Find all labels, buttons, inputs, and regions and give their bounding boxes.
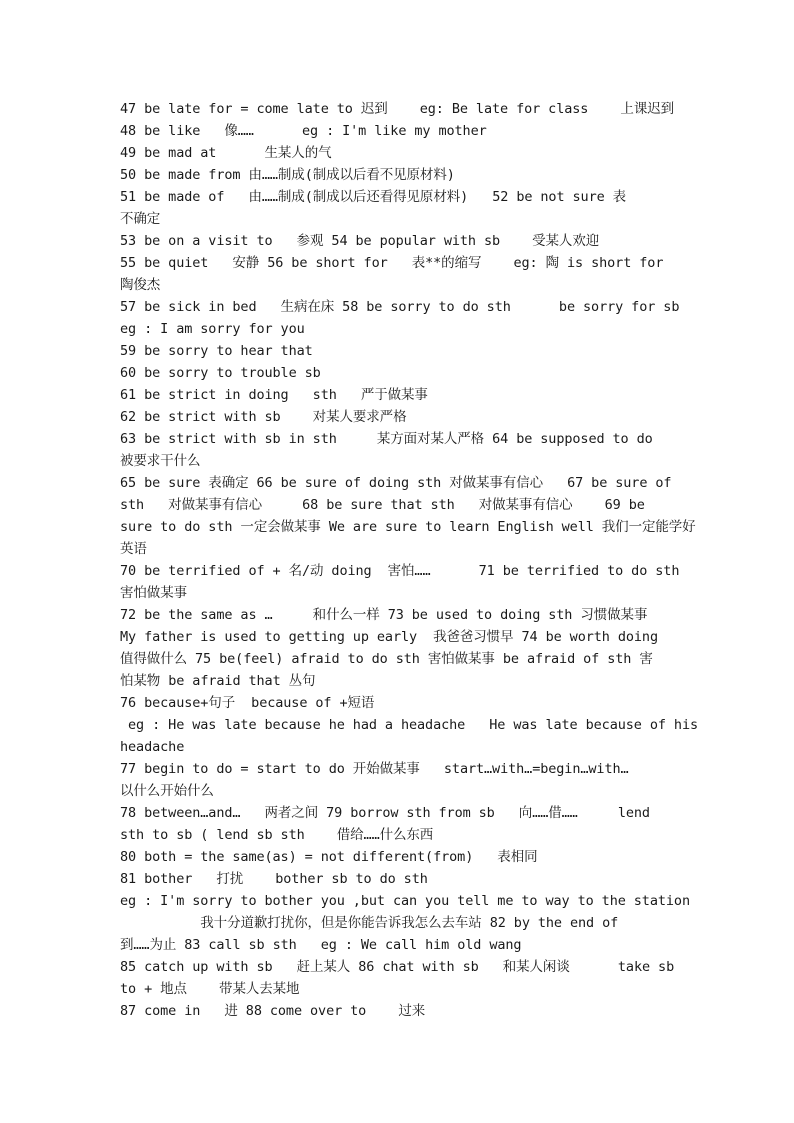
text-line: 47 be late for = come late to 迟到 eg: Be late for class 上课迟到 bbox=[120, 101, 675, 117]
text-line: 值得做什么 75 be(feel) afraid to do sth 害怕做某事 be afraid of sth 害 bbox=[120, 651, 653, 667]
text-line: 62 be strict with sb 对某人要求严格 bbox=[120, 409, 407, 425]
text-line: sure to do sth 一定会做某事 We are sure to learn English well 我们一定能学好 bbox=[120, 519, 696, 535]
text-line: 怕某物 be afraid that 丛句 bbox=[120, 673, 316, 689]
text-line: 到……为止 83 call sb sth eg : We call him old wang bbox=[120, 937, 522, 953]
text-line: eg : He was late because he had a headache He was late because of his bbox=[120, 717, 698, 733]
text-line: sth to sb ( lend sb sth 借给……什么东西 bbox=[120, 827, 434, 843]
text-line: 72 be the same as … 和什么一样 73 be used to doing sth 习惯做某事 bbox=[120, 607, 648, 623]
text-line: My father is used to getting up early 我爸爸习惯早 74 be worth doing bbox=[120, 629, 658, 645]
text-line: 英语 bbox=[120, 541, 147, 557]
text-line: 55 be quiet 安静 56 be short for 表**的缩写 eg: 陶 is short for bbox=[120, 255, 664, 271]
text-line: 48 be like 像…… eg : I'm like my mother bbox=[120, 123, 487, 139]
text-line: 我十分道歉打扰你，但是你能告诉我怎么去车站 82 by the end of bbox=[120, 915, 619, 931]
text-line: 51 be made of 由……制成(制成以后还看得见原材料) 52 be not sure 表 bbox=[120, 189, 627, 205]
text-line: sth 对做某事有信心 68 be sure that sth 对做某事有信心 69 be bbox=[120, 497, 645, 513]
text-line: 61 be strict in doing sth 严于做某事 bbox=[120, 387, 428, 403]
text-line: to + 地点 带某人去某地 bbox=[120, 981, 300, 997]
text-line: 63 be strict with sb in sth 某方面对某人严格 64 be supposed to do bbox=[120, 431, 653, 447]
text-line: 78 between…and… 两者之间 79 borrow sth from sb 向……借…… lend bbox=[120, 805, 650, 821]
text-line: 被要求干什么 bbox=[120, 453, 201, 469]
text-line: 不确定 bbox=[120, 211, 161, 227]
text-line: 65 be sure 表确定 66 be sure of doing sth 对做某事有信心 67 be sure of bbox=[120, 475, 672, 491]
text-line: 49 be mad at 生某人的气 bbox=[120, 145, 332, 161]
text-line: 陶俊杰 bbox=[120, 277, 161, 293]
text-line: 60 be sorry to trouble sb bbox=[120, 365, 321, 381]
text-line: 57 be sick in bed 生病在床 58 be sorry to do sth be sorry for sb bbox=[120, 299, 680, 315]
text-line: 59 be sorry to hear that bbox=[120, 343, 313, 359]
text-line: 87 come in 进 88 come over to 过来 bbox=[120, 1003, 426, 1019]
text-line: 害怕做某事 bbox=[120, 585, 187, 601]
text-line: 85 catch up with sb 赶上某人 86 chat with sb 和某人闲谈 take sb bbox=[120, 959, 675, 975]
text-line: 76 because+句子 because of +短语 bbox=[120, 695, 375, 711]
text-line: 53 be on a visit to 参观 54 be popular with sb 受某人欢迎 bbox=[120, 233, 600, 249]
text-line: eg : I am sorry for you bbox=[120, 321, 305, 337]
text-line: 以什么开始什么 bbox=[120, 783, 214, 799]
text-line: 50 be made from 由……制成(制成以后看不见原材料) bbox=[120, 167, 455, 183]
text-line: 77 begin to do = start to do 开始做某事 start…with…=begin…with… bbox=[120, 761, 629, 777]
text-line: headache bbox=[120, 739, 185, 755]
text-line: 80 both = the same(as) = not different(from) 表相同 bbox=[120, 849, 538, 865]
text-line: eg : I'm sorry to bother you ,but can you tell me to way to the station bbox=[120, 893, 690, 909]
document-body bbox=[120, 98, 712, 1022]
text-line: 70 be terrified of + 名/动 doing 害怕…… 71 be terrified to do sth bbox=[120, 563, 680, 579]
text-line: 81 bother 打扰 bother sb to do sth bbox=[120, 871, 428, 887]
